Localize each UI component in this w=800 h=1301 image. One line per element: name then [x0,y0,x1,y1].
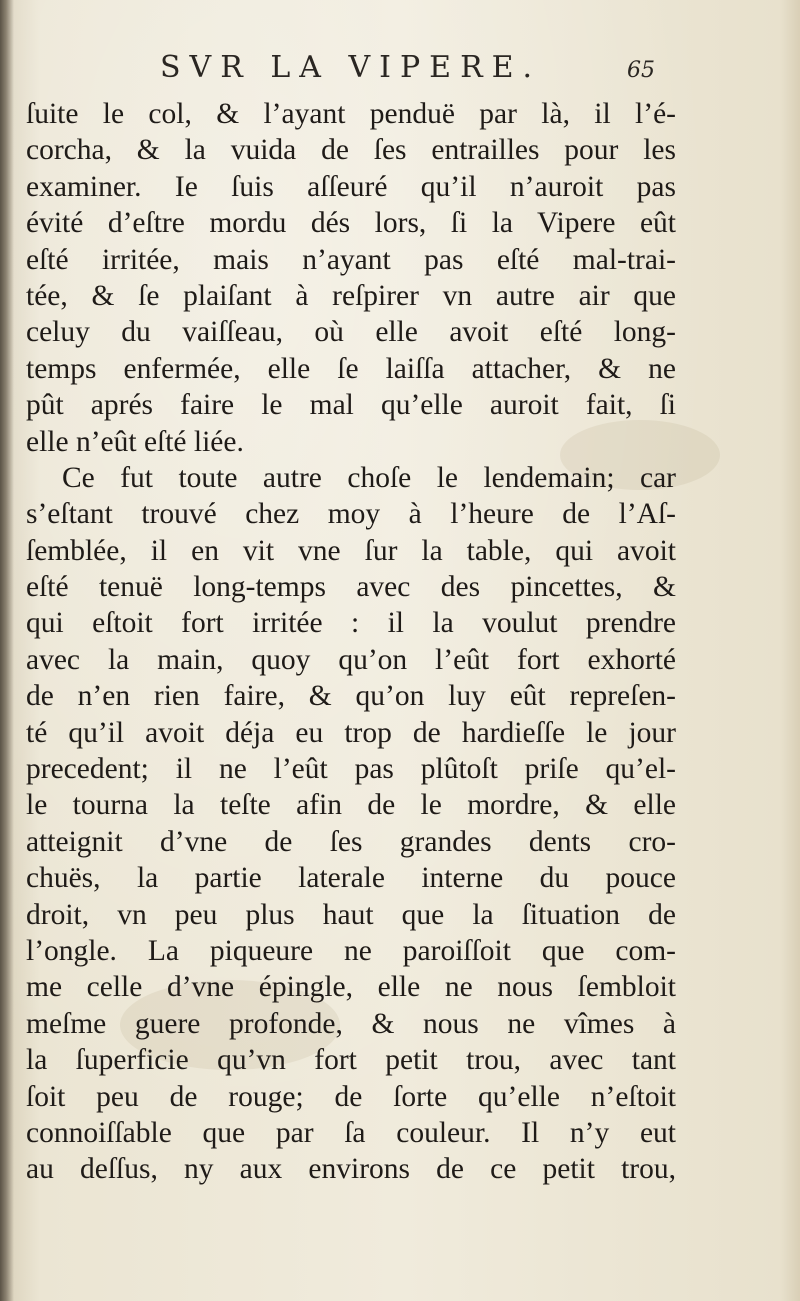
text-line: la ſuperficie qu’vn fort petit trou, avec tant [26,1044,676,1077]
text-line: meſme guere profonde, & nous ne vîmes à [26,1007,676,1040]
text-line: me celle d’vne épingle, elle ne nous ſembloit [26,971,676,1004]
text-line: temps enfermée, elle ſe laiſſa attacher, & ne [26,352,676,385]
text-line: tée, & ſe plaiſant à reſpirer vn autre air que [26,279,676,312]
book-spine-shadow [0,0,14,1301]
text-line: s’eſtant trouvé chez moy à l’heure de l’Aſ- [26,498,676,531]
text-line: ſemblée, il en vit vne ſur la table, qui avoit [26,534,676,567]
text-line: celuy du vaiſſeau, où elle avoit eſté long- [26,316,676,349]
text-line: té qu’il avoit déja eu trop de hardieſſe le jour [26,716,676,749]
text-line: eſté irritée, mais n’ayant pas eſté mal-trai- [26,243,676,276]
text-line: atteignit d’vne de ſes grandes dents cro- [26,825,676,858]
text-line: examiner. Ie ſuis aſſeuré qu’il n’auroit pas [26,170,676,203]
page-header [160,50,720,96]
text-line: le tourna la teſte afin de le mordre, & elle [26,789,676,822]
text-line: qui eſtoit fort irritée : il la voulut prendre [26,607,676,640]
paragraph-start-line: Ce fut toute autre choſe le lendemain; car [62,461,676,494]
text-line: corcha, & la vuida de ſes entrailles pour les [26,134,676,167]
text-line: droit, vn peu plus haut que la ſituation de [26,898,676,931]
text-line: l’ongle. La piqueure ne paroiſſoit que com- [26,934,676,967]
body-text [26,96,676,1188]
text-line: ſuite le col, & l’ayant penduë par là, il l’é- [26,98,676,130]
text-line: eſté tenuë long-temps avec des pincettes, & [26,571,676,604]
text-line: avec la main, quoy qu’on l’eût fort exhorté [26,643,676,676]
running-head: SVR LA VIPERE. [160,50,542,85]
page-number: 65 [627,58,655,83]
text-line: évité d’eſtre mordu dés lors, ſi la Vipere eût [26,207,676,240]
text-line: connoiſſable que par ſa couleur. Il n’y eut [26,1116,676,1149]
text-line: elle n’eût eſté liée. [26,425,244,458]
text-line: ſoit peu de rouge; de ſorte qu’elle n’eſtoit [26,1080,676,1113]
text-line: pût aprés faire le mal qu’elle auroit fait, ſi [26,389,676,422]
text-line: de n’en rien faire, & qu’on luy eût repreſen- [26,680,676,713]
text-line: chuës, la partie laterale interne du pouce [26,862,676,895]
text-line: au deſſus, ny aux environs de ce petit trou, [26,1153,676,1186]
text-line: precedent; il ne l’eût pas plûtoſt priſe qu’el- [26,753,676,786]
